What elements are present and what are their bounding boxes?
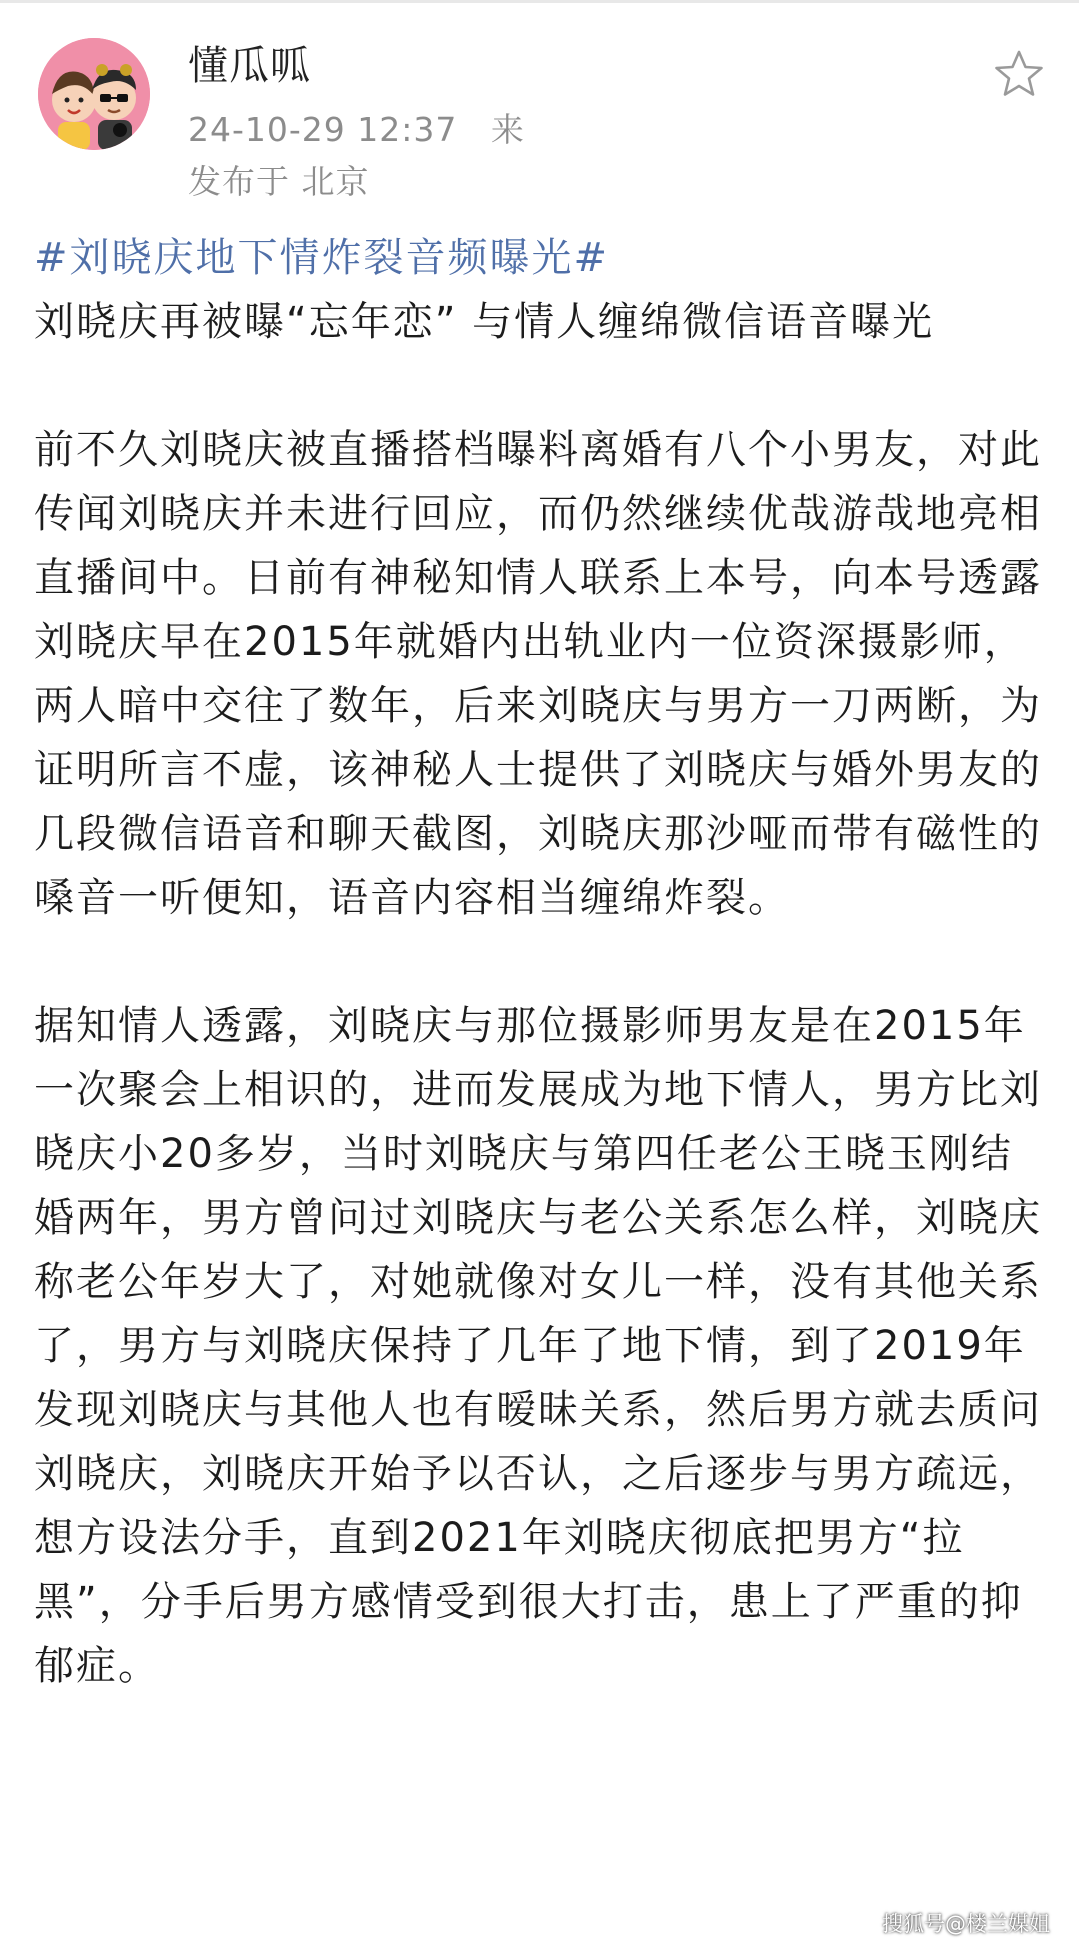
post-content: [34, 226, 1046, 1698]
hashtag-link[interactable]: #刘晓庆地下情炸裂音频曝光#: [34, 235, 610, 281]
post-paragraph-2: 据知情人透露，刘晓庆与那位摄影师男友是在2015年一次聚会上相识的，进而发展成为地下情人，男方比刘晓庆小20多岁，当时刘晓庆与第四任老公王晓玉刚结婚两年，男方曾问过刘晓庆与老公关系怎么样，刘晓庆称老公年岁大了，对她就像对女儿一样，没有其他关系了，男方与刘晓庆保持了几年了地下情，到了2019年发现刘晓庆与其他人也有暧昧关系，然后男方就去质问刘晓庆，刘晓庆开始予以否认，之后逐步与男方疏远，想方设法分手，直到2021年刘晓庆彻底把男方“拉黑”，分手后男方感情受到很大打击，患上了严重的抑郁症。: [34, 1003, 1042, 1689]
paragraph-gap: [34, 930, 1046, 994]
author-name[interactable]: 懂瓜呱: [188, 43, 311, 89]
paragraph-gap: [34, 354, 1046, 418]
post-header: [0, 0, 1079, 200]
author-avatar[interactable]: [38, 38, 150, 150]
post-time: 24-10-29 12:37: [188, 110, 458, 149]
post-paragraph-1: 前不久刘晓庆被直播搭档曝料离婚有八个小男友，对此传闻刘晓庆并未进行回应，而仍然继续优哉游哉地亮相直播间中。日前有神秘知情人联系上本号，向本号透露刘晓庆早在2015年就婚内出轨业内一位资深摄影师，两人暗中交往了数年，后来刘晓庆与男方一刀两断，为证明所言不虚，该神秘人士提供了刘晓庆与婚外男友的几段微信语音和聊天截图，刘晓庆那沙哑而带有磁性的嗓音一听便知，语音内容相当缠绵炸裂。: [34, 427, 1042, 921]
post-meta: [188, 104, 525, 151]
avatar-cartoon-icon: [38, 38, 150, 150]
watermark: 搜狐号@楼兰媒姐: [882, 1912, 1050, 1936]
post-source: 来: [490, 110, 525, 149]
post-title: 刘晓庆再被曝“忘年恋” 与情人缠绵微信语音曝光: [34, 299, 935, 345]
favorite-star-icon[interactable]: [993, 48, 1045, 100]
post-location: 发布于 北京: [188, 162, 370, 201]
